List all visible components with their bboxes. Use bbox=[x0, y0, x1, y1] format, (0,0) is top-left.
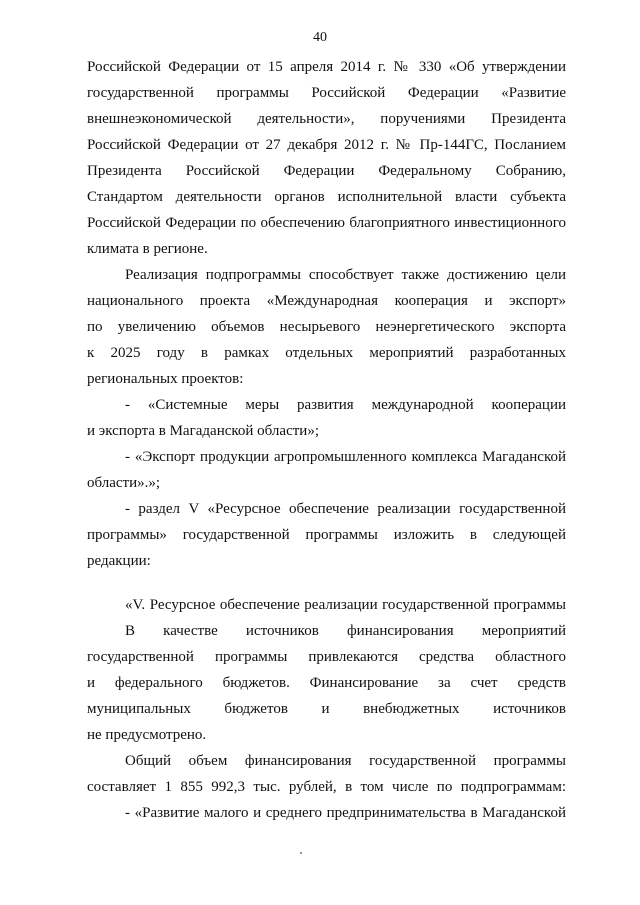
scan-artifact bbox=[300, 852, 302, 854]
text-line: и федерального бюджетов. Финансирование за счет средств bbox=[87, 675, 566, 691]
text-line: и экспорта в Магаданской области»; bbox=[87, 423, 319, 439]
text-line: Российской Федерации по обеспечению благоприятного инвестиционного bbox=[87, 215, 566, 231]
text-line: Реализация подпрограммы способствует также достижению цели bbox=[125, 267, 566, 283]
text-line: Стандартом деятельности органов исполнительной власти субъекта bbox=[87, 189, 566, 205]
list-item: - «Системные меры развития международной кооперации bbox=[125, 397, 566, 413]
text-line: государственной программы Российской Федерации «Развитие bbox=[87, 85, 566, 101]
text-line: Российской Федерации от 15 апреля 2014 г. № 330 «Об утверждении bbox=[87, 59, 566, 75]
section-heading: «V. Ресурсное обеспечение реализации государственной программы bbox=[125, 597, 566, 613]
list-item: - «Развитие малого и среднего предпринимательства в Магаданской bbox=[125, 805, 566, 821]
text-line: области».»; bbox=[87, 475, 161, 491]
text-line: внешнеэкономической деятельности», поручениями Президента bbox=[87, 111, 566, 127]
text-line: к 2025 году в рамках отдельных мероприятий разработанных bbox=[87, 345, 566, 361]
text-line: Общий объем финансирования государственной программы bbox=[125, 753, 566, 769]
list-item: - «Экспорт продукции агропромышленного комплекса Магаданской bbox=[125, 449, 566, 465]
text-line: В качестве источников финансирования мероприятий bbox=[125, 623, 566, 639]
page-number: 40 bbox=[313, 30, 327, 45]
text-line: муниципальных бюджетов и внебюджетных источников bbox=[87, 701, 566, 717]
text-line: климата в регионе. bbox=[87, 241, 208, 257]
text-line: составляет 1 855 992,3 тыс. рублей, в том числе по подпрограммам: bbox=[87, 779, 566, 795]
text-line: государственной программы привлекаются средства областного bbox=[87, 649, 566, 665]
text-line: региональных проектов: bbox=[87, 371, 244, 387]
text-line: национального проекта «Международная кооперация и экспорт» bbox=[87, 293, 566, 309]
text-line: по увеличению объемов несырьевого неэнергетического экспорта bbox=[87, 319, 566, 335]
text-line: Президента Российской Федерации Федеральному Собранию, bbox=[87, 163, 566, 179]
text-line: программы» государственной программы изложить в следующей bbox=[87, 527, 566, 543]
text-line: Российской Федерации от 27 декабря 2012 г. № Пр-144ГС, Посланием bbox=[87, 137, 566, 153]
list-item: - раздел V «Ресурсное обеспечение реализации государственной bbox=[125, 501, 566, 517]
text-line: редакции: bbox=[87, 553, 151, 569]
text-line: не предусмотрено. bbox=[87, 727, 207, 743]
